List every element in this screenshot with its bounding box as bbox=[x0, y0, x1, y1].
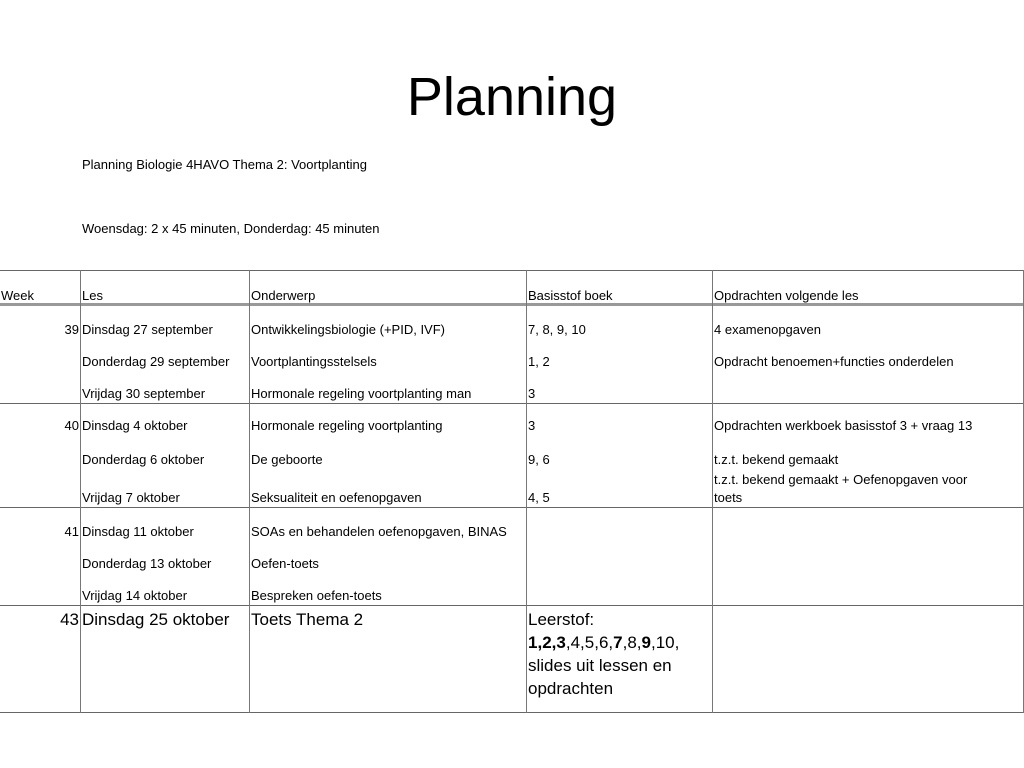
leerstof-bold: , bbox=[551, 633, 557, 652]
subtitle: Planning Biologie 4HAVO Thema 2: Voortplanting bbox=[82, 157, 367, 172]
page-title: Planning bbox=[406, 67, 618, 127]
table-row-onderwerp: Voortplantingsstelsels bbox=[251, 354, 377, 369]
table-row-opdrachten: t.z.t. bekend gemaakt + Oefenopgaven voor bbox=[714, 472, 968, 487]
leerstof-normal: ,4,5,6, bbox=[565, 633, 614, 652]
leerstof-tail: opdrachten bbox=[528, 679, 614, 698]
table-row-basisstof: 4, 5 bbox=[528, 490, 550, 505]
table-row-basisstof: 3 bbox=[528, 418, 536, 433]
table-row-onderwerp: Hormonale regeling voortplanting bbox=[251, 418, 443, 433]
table-row-onderwerp: Ontwikkelingsbiologie (+PID, IVF) bbox=[251, 322, 445, 337]
table-row-opdrachten: Opdracht benoemen+functies onderdelen bbox=[714, 354, 954, 369]
table-row-les: Vrijdag 30 september bbox=[82, 386, 206, 401]
table-row-onderwerp: Hormonale regeling voortplanting man bbox=[251, 386, 472, 401]
leerstof-bold: 3 bbox=[556, 633, 566, 652]
leerstof-paragraphs bbox=[528, 631, 679, 654]
table-row-opdrachten: t.z.t. bekend gemaakt bbox=[714, 452, 839, 467]
leerstof-bold: 7 bbox=[613, 633, 623, 652]
table-row-opdrachten: 4 examenopgaven bbox=[714, 322, 821, 337]
table-row-opdrachten: toets bbox=[714, 490, 743, 505]
column-divider bbox=[526, 270, 527, 713]
header-basisstof: Basisstof boek bbox=[528, 288, 613, 303]
table-row-week: 39 bbox=[64, 322, 79, 337]
leerstof-bold: 1 bbox=[528, 633, 538, 652]
table-row-les: Vrijdag 7 oktober bbox=[82, 490, 180, 505]
table-row-basisstof: 3 bbox=[528, 386, 536, 401]
table-row-onderwerp: SOAs en behandelen oefenopgaven, BINAS bbox=[251, 524, 507, 539]
table-row-les: Donderdag 13 oktober bbox=[82, 556, 212, 571]
leerstof-bold: 2 bbox=[542, 633, 552, 652]
table-row-onderwerp: Oefen-toets bbox=[251, 556, 319, 571]
table-row-les: Dinsdag 4 oktober bbox=[82, 418, 188, 433]
leerstof-bold: , bbox=[537, 633, 543, 652]
table-row-les: Dinsdag 27 september bbox=[82, 322, 213, 337]
table-row-les: Donderdag 6 oktober bbox=[82, 452, 205, 467]
week-divider bbox=[0, 507, 1024, 508]
leerstof-normal: ,10, bbox=[650, 633, 680, 652]
table-row-onderwerp: Seksualiteit en oefenopgaven bbox=[251, 490, 422, 505]
table-row-basisstof: 9, 6 bbox=[528, 452, 550, 467]
header-opdrachten: Opdrachten volgende les bbox=[714, 288, 859, 303]
table-row-basisstof: 1, 2 bbox=[528, 354, 550, 369]
table-border-bottom bbox=[0, 712, 1024, 713]
leerstof-label: Leerstof: bbox=[528, 610, 595, 629]
table-row-week: 43 bbox=[60, 610, 79, 629]
leerstof-bold: 9 bbox=[641, 633, 651, 652]
table-row-week: 41 bbox=[64, 524, 79, 539]
table-row-onderwerp: Toets Thema 2 bbox=[251, 610, 364, 629]
table-row-les: Vrijdag 14 oktober bbox=[82, 588, 188, 603]
table-border-top bbox=[0, 270, 1024, 271]
header-les: Les bbox=[82, 288, 103, 303]
header-week: Week bbox=[1, 288, 34, 303]
table-row-onderwerp: De geboorte bbox=[251, 452, 323, 467]
header-divider bbox=[0, 303, 1024, 306]
schedule-note: Woensdag: 2 x 45 minuten, Donderdag: 45 minuten bbox=[82, 221, 380, 236]
week-divider bbox=[0, 403, 1024, 404]
table-row-les: Dinsdag 11 oktober bbox=[82, 524, 194, 539]
table-row-onderwerp: Bespreken oefen-toets bbox=[251, 588, 382, 603]
leerstof-tail: slides uit lessen en bbox=[528, 656, 672, 675]
table-row-les: Dinsdag 25 oktober bbox=[82, 610, 230, 629]
header-onderwerp: Onderwerp bbox=[251, 288, 316, 303]
leerstof-normal: ,8, bbox=[622, 633, 642, 652]
table-row-week: 40 bbox=[64, 418, 79, 433]
table-row-basisstof: 7, 8, 9, 10 bbox=[528, 322, 586, 337]
table-row-les: Donderdag 29 september bbox=[82, 354, 230, 369]
week-divider bbox=[0, 605, 1024, 606]
column-divider bbox=[80, 270, 81, 713]
column-divider bbox=[712, 270, 713, 713]
table-row-opdrachten: Opdrachten werkboek basisstof 3 + vraag 13 bbox=[714, 418, 973, 433]
column-divider bbox=[249, 270, 250, 713]
